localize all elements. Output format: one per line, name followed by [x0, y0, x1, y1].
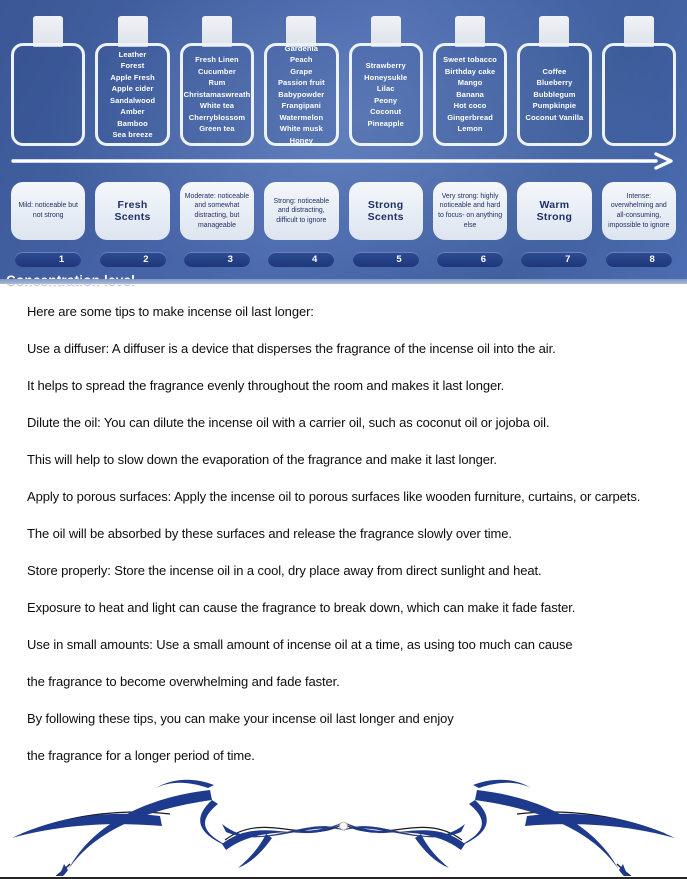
scent-concentration-chart [0, 0, 687, 284]
bottle-scent-list [349, 43, 423, 146]
tips-text-block [0, 284, 687, 776]
bottle-scent-list [95, 43, 169, 146]
scent-name: Leather [118, 49, 147, 59]
level-number: 6 [437, 252, 503, 267]
tip-line: It helps to spread the fragrance evenly throughout the room and makes it last longer. [27, 378, 505, 393]
scent-name: Honeysukle [364, 72, 408, 82]
scent-name: Apple cider [111, 84, 154, 93]
level-pill [517, 252, 591, 267]
scent-name: Gardenia [284, 43, 318, 53]
scent-bottle [517, 16, 591, 146]
level-pill [433, 252, 507, 267]
divider-center-dot [340, 822, 348, 830]
scent-name: Pineapple [367, 118, 404, 128]
level-description-box: Very strong: highly noticeable and hard to focus- on anything else [433, 182, 507, 240]
scent-name: Strawberry [365, 61, 406, 70]
bottle-scent-list [517, 43, 591, 146]
scent-name: Grape [290, 66, 313, 76]
bottle-scent-list [264, 43, 338, 146]
level-number: 1 [15, 252, 81, 267]
bottle-scent-list [602, 43, 676, 146]
scent-name: Coconut [370, 107, 402, 116]
bottom-strip [0, 279, 687, 284]
scent-name: Sandalwood [109, 95, 156, 105]
scent-bottle [433, 16, 507, 146]
level-pill [602, 252, 676, 267]
scent-bottle [264, 16, 338, 146]
scent-name: Sea breeze [112, 130, 153, 139]
level-pill [95, 252, 169, 267]
tip-line: This will help to slow down the evaporation of the fragrance and make it last longer. [27, 452, 497, 467]
scent-name: Watermelon [279, 112, 324, 122]
scent-name: Mango [457, 78, 483, 88]
scent-name: Forest [120, 61, 145, 70]
level-description-box: Warm Strong [517, 182, 591, 240]
scent-name: Bubblegum [533, 89, 576, 99]
scent-name: Blueberry [536, 78, 573, 88]
level-box-row [0, 175, 687, 240]
scent-bottle [349, 16, 423, 146]
scent-name: Christamaswreath [183, 89, 251, 99]
scent-bottle [602, 16, 676, 146]
bottle-scent-list [433, 43, 507, 146]
bottle-scent-list [180, 43, 254, 146]
scent-name: Rum [208, 78, 226, 88]
scent-name: Bamboo [117, 118, 148, 128]
scent-name: Green tea [199, 124, 235, 134]
scent-name: Hot coco [453, 101, 487, 111]
tip-line: Apply to porous surfaces: Apply the incense oil to porous surfaces like wooden furniture, curtains, or carpets. [27, 489, 641, 504]
scent-name: Coffee [542, 66, 567, 76]
scent-name: Lilac [376, 84, 395, 93]
level-description-box: Strong: noticeable and distracting, difficult to ignore [264, 182, 338, 240]
level-pill [349, 252, 423, 267]
bottle-row [0, 0, 687, 146]
scent-name: Fresh Linen [195, 55, 239, 65]
scent-name: Banana [456, 89, 484, 99]
level-number: 2 [100, 252, 166, 267]
tip-line: Use a diffuser: A diffuser is a device that disperses the fragrance of the incense oil into the air. [27, 341, 556, 356]
scent-name: Coconut Vanilla [525, 112, 584, 122]
level-number: 4 [268, 252, 334, 267]
scent-bottle [95, 16, 169, 146]
bottle-scent-list [11, 43, 85, 146]
arrow-row [0, 146, 687, 175]
level-pill [264, 252, 338, 267]
scent-bottle [180, 16, 254, 146]
tribal-divider [0, 776, 687, 876]
level-description-box: Intense: overwhelming and all-consuming, impossible to ignore [602, 182, 676, 240]
tip-line: The oil will be absorbed by these surfaces and release the fragrance slowly over time. [27, 526, 512, 541]
tip-line: Here are some tips to make incense oil last longer: [27, 304, 314, 319]
level-pill [11, 252, 85, 267]
level-description-box: Moderate: noticeable and somewhat distracting, but manageable [180, 182, 254, 240]
scent-bottle [11, 16, 85, 146]
scent-name: Cucumber [197, 66, 236, 76]
scent-name: Apple Fresh [110, 72, 155, 82]
scent-name: Cherryblossom [188, 112, 246, 122]
tip-line: Store properly: Store the incense oil in a cool, dry place away from direct sunlight and heat. [27, 563, 542, 578]
scent-name: Gingerbread Lemon [447, 112, 493, 134]
level-number: 5 [353, 252, 419, 267]
level-number-row [0, 240, 687, 267]
level-number: 8 [606, 252, 672, 267]
tip-line: the fragrance for a longer period of time. [27, 748, 255, 763]
scent-name: Peony [374, 95, 398, 105]
level-description-box: Strong Scents [349, 182, 423, 240]
level-number: 7 [521, 252, 587, 267]
scent-name: White tea [199, 101, 235, 111]
scent-name: Amber [120, 107, 145, 116]
level-number: 3 [184, 252, 250, 267]
scent-name: Pumpkinpie [532, 101, 577, 111]
scent-name: White musk [279, 124, 323, 134]
tip-line: Dilute the oil: You can dilute the incense oil with a carrier oil, such as coconut oil or jojoba oil. [27, 415, 550, 430]
right-arrow-icon [10, 152, 677, 170]
level-description-box: Mild: noticeable but not strong [11, 182, 85, 240]
tip-line: Use in small amounts: Use a small amount of incense oil at a time, as using too much can cause [27, 637, 573, 652]
scent-name: Sweet tobacco [443, 55, 497, 65]
scent-name: Peach [290, 55, 313, 65]
level-description-box: Fresh Scents [95, 182, 169, 240]
scent-name: Passion fruit [277, 78, 325, 88]
scent-name: Frangipani [281, 101, 321, 111]
tip-line: Exposure to heat and light can cause the fragrance to break down, which can make it fade faster. [27, 600, 576, 615]
tip-line: By following these tips, you can make your incense oil last longer and enjoy [27, 711, 454, 726]
tip-line: the fragrance to become overwhelming and fade faster. [27, 674, 340, 689]
level-pill [180, 252, 254, 267]
scent-name: Babypowder [278, 89, 325, 99]
scent-name: Honey [289, 135, 314, 145]
scent-name: Birthday cake [444, 66, 496, 76]
